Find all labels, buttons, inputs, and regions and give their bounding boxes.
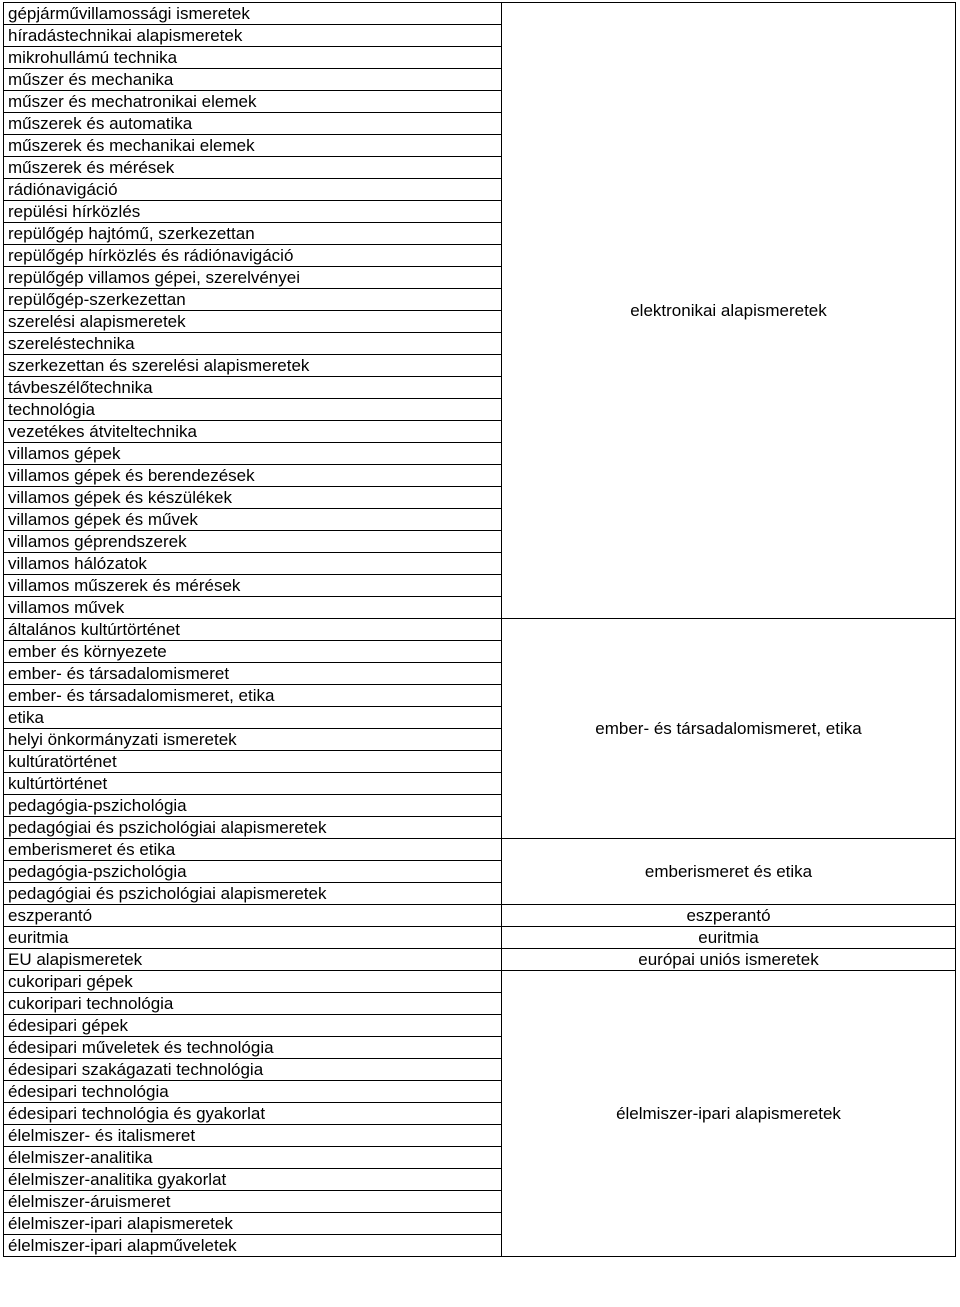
subject-cell: pedagógia-pszichológia	[4, 795, 502, 817]
subject-cell: pedagógiai és pszichológiai alapismeretek	[4, 883, 502, 905]
subject-cell: élelmiszer-ipari alapismeretek	[4, 1213, 502, 1235]
subject-cell: helyi önkormányzati ismeretek	[4, 729, 502, 751]
subject-cell: villamos gépek és berendezések	[4, 465, 502, 487]
subject-cell: repülőgép hírközlés és rádiónavigáció	[4, 245, 502, 267]
subject-cell: műszerek és automatika	[4, 113, 502, 135]
subject-mapping-table	[3, 2, 956, 1257]
subject-cell: mikrohullámú technika	[4, 47, 502, 69]
subject-cell: szereléstechnika	[4, 333, 502, 355]
subject-cell: szerelési alapismeretek	[4, 311, 502, 333]
subject-cell: cukoripari technológia	[4, 993, 502, 1015]
subject-cell: édesipari technológia és gyakorlat	[4, 1103, 502, 1125]
subject-cell: gépjárművillamossági ismeretek	[4, 3, 502, 25]
subject-cell: édesipari technológia	[4, 1081, 502, 1103]
subject-cell: villamos művek	[4, 597, 502, 619]
subject-cell: emberismeret és etika	[4, 839, 502, 861]
target-subject-cell: eszperantó	[502, 905, 956, 927]
subject-cell: rádiónavigáció	[4, 179, 502, 201]
subject-cell: etika	[4, 707, 502, 729]
subject-cell: távbeszélőtechnika	[4, 377, 502, 399]
subject-cell: élelmiszer-analitika gyakorlat	[4, 1169, 502, 1191]
subject-cell: ember- és társadalomismeret, etika	[4, 685, 502, 707]
subject-cell: élelmiszer-analitika	[4, 1147, 502, 1169]
subject-cell: pedagógiai és pszichológiai alapismeretek	[4, 817, 502, 839]
subject-cell: villamos gépek	[4, 443, 502, 465]
subject-cell: általános kultúrtörténet	[4, 619, 502, 641]
table-row	[4, 905, 956, 927]
subject-cell: pedagógia-pszichológia	[4, 861, 502, 883]
table-row	[4, 949, 956, 971]
subject-cell: élelmiszer- és italismeret	[4, 1125, 502, 1147]
subject-cell: kultúrtörténet	[4, 773, 502, 795]
subject-cell: műszer és mechatronikai elemek	[4, 91, 502, 113]
table-body	[4, 3, 956, 1257]
table-row	[4, 927, 956, 949]
subject-cell: EU alapismeretek	[4, 949, 502, 971]
subject-cell: repülőgép hajtómű, szerkezettan	[4, 223, 502, 245]
subject-cell: villamos műszerek és mérések	[4, 575, 502, 597]
subject-cell: villamos géprendszerek	[4, 531, 502, 553]
subject-cell: ember- és társadalomismeret	[4, 663, 502, 685]
subject-cell: eszperantó	[4, 905, 502, 927]
subject-cell: édesipari gépek	[4, 1015, 502, 1037]
subject-cell: repülőgép-szerkezettan	[4, 289, 502, 311]
subject-cell: édesipari műveletek és technológia	[4, 1037, 502, 1059]
subject-cell: ember és környezete	[4, 641, 502, 663]
subject-cell: kultúratörténet	[4, 751, 502, 773]
target-subject-cell: európai uniós ismeretek	[502, 949, 956, 971]
target-subject-cell: élelmiszer-ipari alapismeretek	[502, 971, 956, 1257]
subject-cell: műszerek és mérések	[4, 157, 502, 179]
subject-cell: villamos gépek és készülékek	[4, 487, 502, 509]
target-subject-cell: elektronikai alapismeretek	[502, 3, 956, 619]
subject-cell: élelmiszer-ipari alapműveletek	[4, 1235, 502, 1257]
subject-cell: euritmia	[4, 927, 502, 949]
subject-cell: villamos gépek és művek	[4, 509, 502, 531]
subject-cell: vezetékes átviteltechnika	[4, 421, 502, 443]
table-row	[4, 619, 956, 641]
subject-cell: repülési hírközlés	[4, 201, 502, 223]
subject-cell: élelmiszer-áruismeret	[4, 1191, 502, 1213]
table-row	[4, 839, 956, 861]
subject-cell: műszerek és mechanikai elemek	[4, 135, 502, 157]
subject-cell: villamos hálózatok	[4, 553, 502, 575]
subject-cell: cukoripari gépek	[4, 971, 502, 993]
target-subject-cell: emberismeret és etika	[502, 839, 956, 905]
subject-cell: édesipari szakágazati technológia	[4, 1059, 502, 1081]
subject-cell: híradástechnikai alapismeretek	[4, 25, 502, 47]
table-row	[4, 3, 956, 25]
subject-cell: repülőgép villamos gépei, szerelvényei	[4, 267, 502, 289]
target-subject-cell: euritmia	[502, 927, 956, 949]
subject-cell: műszer és mechanika	[4, 69, 502, 91]
table-row	[4, 971, 956, 993]
subject-cell: technológia	[4, 399, 502, 421]
target-subject-cell: ember- és társadalomismeret, etika	[502, 619, 956, 839]
subject-cell: szerkezettan és szerelési alapismeretek	[4, 355, 502, 377]
